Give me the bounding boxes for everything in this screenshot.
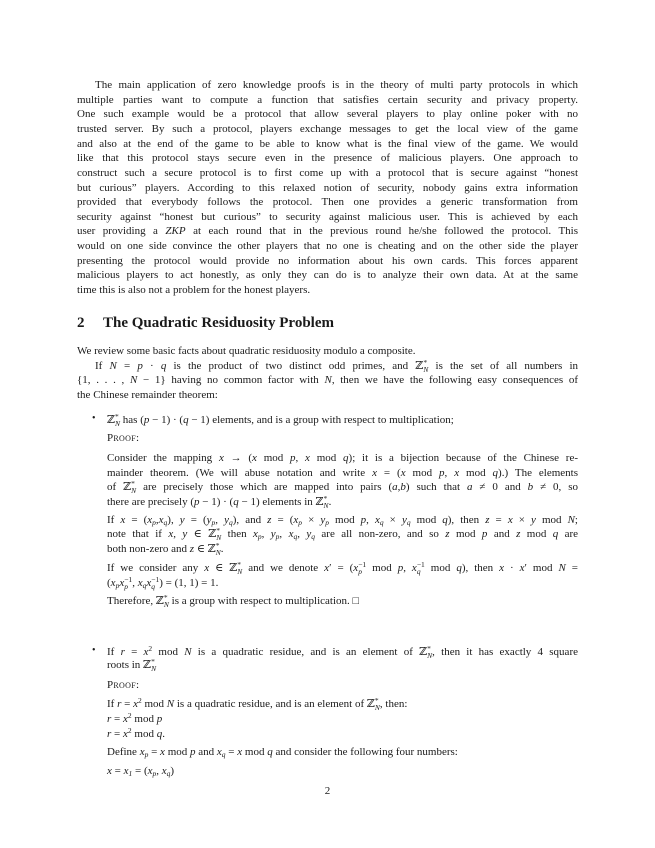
paragraph-line: and also at the end of the game to be able to know what is the final view of the game. We would (77, 137, 578, 150)
section-number: 2 (77, 315, 85, 331)
intro-line: {1, . . . , N − 1} having no common factor with N, then we have the following easy consequences of (77, 374, 578, 386)
paragraph-line: trusted server. By such a protocol, players exchange messages to get the local view of the game (77, 122, 578, 135)
paragraph-line: would on one side convince the other players that no one is cheating and on the other side the player (77, 240, 578, 253)
paragraph-line: construct such a secure protocol is to first come up with a protocol that is secure against “honest (77, 166, 578, 179)
paragraph-line: security against “honest but curious” to security against malicious user. This is achieved by each (77, 210, 578, 223)
intro-line: If N = p · q is the product of two distinct odd primes, and ℤ * N is the set of all numbers in (95, 357, 578, 374)
proof-label: Proof: (107, 679, 140, 691)
proof-line: note that if x, y ∈ ℤ * N then $x_p$, $y_p$, $x_q$, $y_q$ are all non-zero, and so z mod p and z mod q are (107, 526, 579, 542)
proof-line: If $r = x^2$ mod N is a quadratic residue, and is an element of ℤ * N , then: (107, 696, 408, 712)
proof-line: $r = x^2$ mod p (107, 711, 163, 725)
intro-line: We review some basic facts about quadratic residuosity modulo a composite. (77, 345, 416, 357)
paragraph-line: like that this protocol stays secure even in the presence of malicious players. One approach to (77, 152, 578, 165)
proof-line: Therefore, ℤ * N is a group with respect to multiplication. □ (107, 593, 360, 609)
paragraph-line: time this is also not a problem for the honest players. (77, 284, 311, 296)
bullet-statement: roots in ℤ * N (107, 657, 157, 673)
bullet-statement: If $r = x^2$ mod N is a quadratic residue, and is an element of ℤ * N , then it has exactly 4 square (107, 644, 578, 660)
proof-line: $x = x_1 = (x_p$, $x_q$) (107, 765, 175, 778)
paragraph-line: malicious players to act honestly, as only they can do is to analyze their own data. At at the same (77, 269, 578, 282)
proof-line: of ℤ * N are precisely those which are mapped into pairs (a,b) such that a ≠ 0 and b ≠ 0, so (107, 479, 578, 495)
proof-label: Proof: (107, 432, 140, 444)
paragraph-line: presenting the protocol would provide no information about his own cards. This forces apparent (77, 254, 578, 267)
bullet-statement: ℤ * N has (p − 1) · (q − 1) elements, and is a group with respect to multiplication; (107, 412, 454, 428)
paragraph-line: user providing a ZKP at each round that in the previous round he/she followed the protocol. This (77, 225, 578, 238)
proof-line: If $x = (x_p,x_q)$, $y = (y_p$, $y_q$), and $z = (x_p \times y_p$ mod p, $x_q \times y_q$ mod q), then z = x × y mod N; (107, 514, 578, 527)
proof-line: both non-zero and z ∈ ℤ * N . (107, 541, 224, 557)
proof-line: Consider the mapping x → (x mod p, x mod q); it is a bijection because of the Chinese re- (107, 452, 579, 464)
section-heading (77, 315, 334, 332)
paragraph-line: provided that everybody follows the protocol. Then one provides a generic transformation from (77, 196, 578, 209)
proof-line: there are precisely (p − 1) · (q − 1) elements in ℤ * N . (107, 494, 332, 510)
page-number: 2 (324, 785, 331, 797)
proof-line: ($x_px$ −1 p , $x_qx$ −1 q ) = (1, 1) = 1. (107, 575, 219, 591)
proof-line: Define $x_p = x$ mod p and $x_q = x$ mod q and consider the following four numbers: (107, 746, 458, 759)
bullet-icon: • (92, 413, 96, 424)
bullet-icon: • (92, 645, 96, 656)
intro-line: the Chinese remainder theorem: (77, 388, 218, 401)
paragraph-line: but curious” players. According to this relaxed notion of security, nobody gains extra information (77, 181, 578, 194)
paragraph-line: One such example would be a protocol that allow several players to play online poker with no (77, 108, 578, 121)
paragraph-line: The main application of zero knowledge proofs is in the theory of multi party protocols in which (95, 79, 578, 91)
paragraph-line: multiple parties want to compute a function that satisfies certain security and privacy property. (77, 93, 578, 106)
section-title: The Quadratic Residuosity Problem (103, 315, 334, 331)
proof-line: If we consider any x ∈ ℤ * N and we denote x′ = (x −1 p mod p, x −1 q mod q), then x · x′ mod N = (107, 560, 578, 576)
proof-line: $r = x^2$ mod q. (107, 726, 165, 740)
proof-line: mainder theorem. (We will abuse notation and write x = (x mod p, x mod q).) The elements (107, 467, 578, 479)
